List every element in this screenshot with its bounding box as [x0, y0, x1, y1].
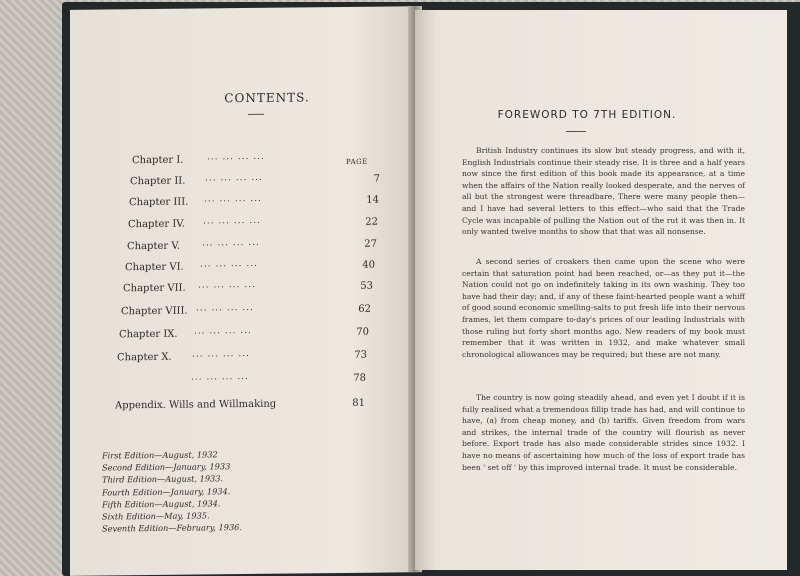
toc-page: 73 [354, 349, 367, 361]
toc-page: 70 [356, 326, 369, 338]
toc-label: Chapter V. [127, 240, 181, 253]
edition-line: Sixth Edition—May, 1935. [102, 510, 210, 522]
toc-entry [125, 258, 375, 274]
edition-line: Third Edition—August, 1933. [102, 473, 224, 485]
foreword-rule [566, 131, 586, 132]
toc-leader: ... ... ... ... [203, 215, 261, 227]
toc-label: Chapter VIII. [121, 305, 188, 318]
toc-entry [116, 371, 366, 384]
toc-entry [119, 325, 369, 341]
foreword-paragraph: A second series of croakers then came upon the scene who were certain that saturation point had been reached, or—as they put it—the Nation could not go on indefinitely taking in its own washing. They too have had their day; and, if any of these faint-hearted people want a whiff of good sound economic smelling-salts to put fresh life into their nervous frames, let them compare to-day's prices of our leading Industrials with those ruling but forty short months ago. New readers of my book must remember that it was written in 1932, and make whatever small chronological allowances may be required; but these are not many. [462, 257, 745, 359]
toc-label: Chapter VI. [125, 261, 184, 274]
edition-history [102, 448, 242, 535]
toc-page: 53 [360, 280, 373, 292]
toc-entry [121, 302, 371, 318]
toc-entry [115, 397, 365, 412]
toc-page: 27 [364, 238, 377, 250]
toc-leader: ... ... ... ... [205, 172, 263, 184]
toc-page: 22 [365, 216, 378, 228]
toc-page: 78 [353, 372, 366, 384]
contents-title: CONTENTS. [224, 90, 310, 106]
toc-page: 62 [358, 303, 371, 315]
toc-page: 40 [362, 259, 375, 271]
toc-entry [117, 348, 367, 364]
foreword-title: FOREWORD TO 7TH EDITION. [497, 109, 677, 121]
toc-label: Chapter I. [132, 154, 184, 167]
toc-leader: ... ... ... ... [200, 258, 258, 270]
toc-label: Chapter IX. [119, 328, 178, 341]
toc-entry [128, 215, 378, 231]
toc-page: 14 [366, 194, 379, 206]
toc-label: Chapter X. [117, 351, 172, 364]
edition-line: Seventh Edition—February, 1936. [102, 522, 242, 534]
edition-line: Second Edition—January, 1933 [102, 461, 231, 473]
toc-label: Appendix. Wills and Willmaking [115, 398, 277, 412]
toc-label: Chapter III. [129, 196, 189, 209]
toc-leader: ... ... ... ... [192, 348, 250, 360]
toc-entry [130, 172, 380, 188]
toc-entry [129, 193, 379, 209]
toc-leader: ... ... ... ... [204, 193, 262, 205]
foreword-paragraph: The country is now going steadily ahead, and even yet I doubt if it is fully realised what a tremendous fillip trade has had, and will continue to have, (a) from cheap money, and (b) tariffs. Given freedom from wars and strikes, the internal trade of the country will flourish as never before. Export trade has also made considerable strides since 1932. I have no means of ascertaining how much of the loss of export trade has been ' set off ' by this improved internal trade. It must be considerable. [462, 393, 745, 472]
toc-label: Chapter IV. [128, 218, 185, 231]
toc-page: 81 [352, 397, 365, 409]
edition-line: First Edition—August, 1932 [102, 449, 218, 461]
toc-entry [127, 237, 377, 253]
toc-leader: ... ... ... ... [202, 237, 260, 249]
toc-page: 7 [373, 173, 380, 185]
toc-leader: ... ... ... ... [196, 302, 254, 314]
edition-line: Fifth Edition—August, 1934. [102, 498, 221, 510]
toc-leader: ... ... ... ... [194, 325, 252, 337]
toc-entry [123, 279, 373, 295]
left-page [70, 6, 422, 576]
toc-leader: ... ... ... ... [207, 151, 265, 163]
page-column-heading: PAGE [346, 157, 368, 166]
toc-leader: ... ... ... ... [191, 371, 249, 383]
toc-label: Chapter VII. [123, 282, 186, 295]
toc-leader: ... ... ... ... [198, 279, 256, 291]
title-rule [248, 114, 264, 115]
edition-line: Fourth Edition—January, 1934. [102, 485, 231, 498]
foreword-paragraph: British Industry continues its slow but steady progress, and with it, English Industrials continue their steady rise. It is three and a half years now since the first edition of this book made its appearance, at a time when the affairs of the Nation really looked desperate, and the nerves of all but the strongest were threadbare. There were many people then—and I have had several letters to this effect—who said that the Trade Cycle was incapable of pulling the Nation out of the rut it was then in. It only wanted twelve months to show that that was all nonsense. [462, 146, 745, 237]
toc-label: Chapter II. [130, 175, 186, 188]
